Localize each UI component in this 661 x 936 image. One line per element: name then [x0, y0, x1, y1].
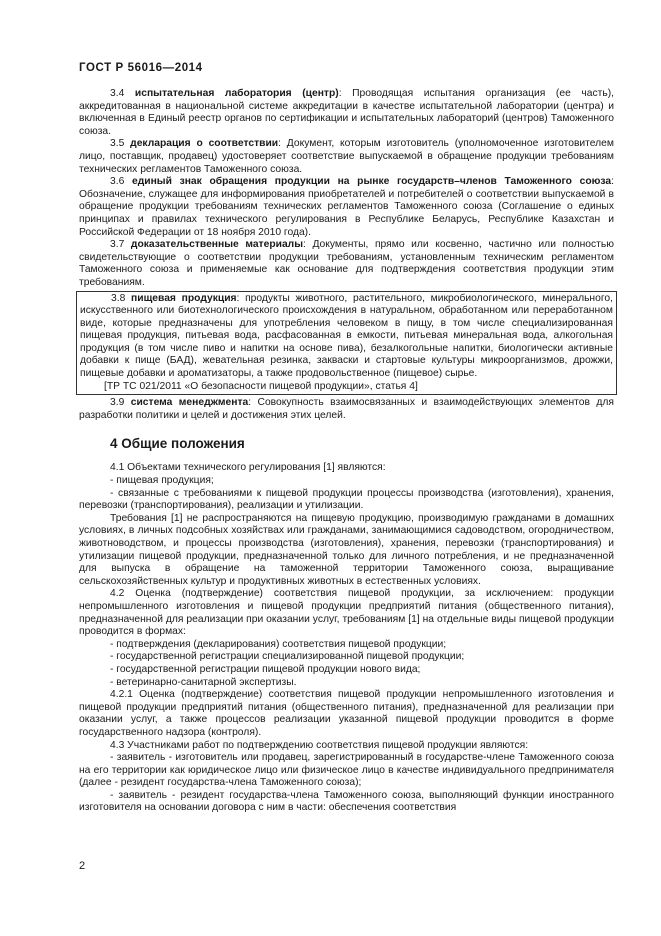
- section-paragraph: - заявитель - резидент государства-члена Таможенного союза, выполняющий функции иностранного изготовителя на основании договора с ним в части: обеспечения соответствия: [79, 789, 614, 814]
- term-3-9: [79, 397, 614, 422]
- term-3-6: [79, 176, 614, 239]
- term-number: 3.4: [110, 88, 125, 99]
- section-paragraph: 4.2 Оценка (подтверждение) соответствия пищевой продукции, за исключением: продукции непромышленного изготовления и пищевой продукции предприятий питания (общественного питания), предназначенной для реализации при оказании услуг, требованиям [1] на отдельные виды пищевой продукции проводится в формах:: [79, 588, 614, 638]
- term-number: 3.9: [110, 397, 125, 409]
- section-paragraph: 4.2.1 Оценка (подтверждение) соответствия пищевой продукции непромышленного изготовления и пищевой продукции предприятий питания (общественного питания), предназначенной для реализации при оказании услуг, а также процессов реализации указанной пищевой продукции проводится в форме государственного надзора (контроля).: [79, 689, 614, 738]
- term-number: 3.8: [111, 292, 126, 304]
- term-definition: : Документ, которым изготовитель (уполномоченное изготовителем лицо, поставщик, продавец) удостоверяет соответствие выпускаемой в обращение продукции требованиям технических регламентов Таможенного союза.: [79, 138, 614, 175]
- term-name: декларация о соответствии: [130, 138, 279, 150]
- section-paragraph: 4.1 Объектами технического регулирования [1] являются:: [110, 462, 386, 474]
- term-definition: : Документы, прямо или косвенно, частично или полностью свидетельствующие о соответствии продукции требованиям, установленным техническим регламентом Таможенного союза и применяемые как основание для подтверждения соответствия продукции этим требованиям.: [79, 239, 614, 288]
- term-name: система менеджмента: [130, 397, 249, 409]
- document-header: ГОСТ Р 56016—2014: [79, 62, 203, 74]
- section-paragraph: 4.3 Участниками работ по подтверждению соответствия пищевой продукции являются:: [110, 739, 529, 751]
- section-paragraph: - государственной регистрации пищевой продукции нового вида;: [110, 663, 421, 675]
- term-definition: : Совокупность взаимосвязанных и взаимодействующих элементов для разработки политики и целей и достижения этих целей.: [79, 397, 614, 421]
- term-name: доказательственные материалы: [130, 239, 303, 251]
- page-number: 2: [79, 860, 86, 872]
- boxed-term-3-8: [76, 291, 617, 396]
- term-number: 3.7: [110, 239, 125, 251]
- term-definition: : Обозначение, служащее для информирования приобретателей и потребителей о соответствии выпускаемой в обращение продукции требованиям технических регламентов Таможенного союза (Соглашение о единых принципах и правилах технического регулирования в Республике Беларусь, Республике Казахстан и Российской Федерации от 18 ноября 2010 года).: [79, 176, 614, 238]
- section-paragraph: - ветеринарно-санитарной экспертизы.: [110, 676, 297, 688]
- term-name: пищевая продукция: [131, 292, 237, 304]
- term-number: 3.6: [110, 176, 125, 188]
- section-paragraph: - подтверждения (декларирования) соответствия пищевой продукции;: [110, 638, 447, 650]
- term-name: единый знак обращения продукции на рынке государств–членов Таможенного союза: [131, 176, 612, 188]
- term-3-5: [79, 138, 614, 176]
- term-number: 3.5: [110, 138, 125, 150]
- section-paragraph: - связанные с требованиями к пищевой продукции процессы производства (изготовления), хранения, перевозки (транспортирования), реализации и утилизации.: [79, 487, 614, 512]
- section-paragraph: - заявитель - изготовитель или продавец, зарегистрированный в государстве-члене Таможенного союза на его территории как юридическое лицо или физическое лицо в качестве индивидуального предпринимателя (далее - резидент государства-члена Таможенного союза);: [79, 752, 614, 789]
- term-3-8: [80, 293, 613, 381]
- term-reference: [ТР ТС 021/2011 «О безопасности пищевой продукции», статья 4]: [104, 380, 418, 392]
- section-paragraph: - государственной регистрации специализированной пищевой продукции;: [110, 651, 465, 663]
- term-3-7: [79, 239, 614, 289]
- section-paragraph: - пищевая продукция;: [110, 475, 214, 487]
- term-name: испытательная лаборатория (центр): [134, 88, 339, 99]
- section-paragraph: Требования [1] не распространяются на пищевую продукцию, производимую гражданами в домашних условиях, в личных подсобных хозяйствах или гражданами, занимающимися садоводством, огородничеством, животноводством, и процессы производства (изготовления), хранения, перевозки (транспортирования) и утилизации пищевой продукции, предназначенной только для личного потребления, и не предназначенной для выпуска в обращение на таможенной территории Таможенного союза, выращивание сельскохозяйственных культур и продуктивных животных в естественных условиях.: [79, 512, 614, 587]
- document-body: [79, 88, 614, 815]
- term-3-4: [79, 88, 614, 138]
- term-definition: : Проводящая испытания организация (ее часть), аккредитованная в национальной системе аккредитации в качестве испытательной лаборатории (центра) и включенная в Единый реестр органов по сертификации и испытательных лабораторий (центров) Таможенного союза.: [79, 88, 614, 137]
- section-title: 4 Общие положения: [110, 436, 245, 452]
- term-definition: : продукты животного, растительного, микробиологического, минерального, искусственного или биотехнологического происхождения в натуральном, обработанном или переработанном виде, которые предназначены для употребления человеком в пищу, в том числе специализированная пищевая продукция, питьевая вода, расфасованная в емкости, питьевая минеральная вода, алкогольная продукция (в том числе пиво и напитки на основе пива), безалкогольные напитки, биологически активные добавки к пище (БАД), жевательная резинка, закваски и стартовые культуры микроорганизмов, дрожжи, пищевые добавки и ароматизаторы, а также продовольственное (пищевое) сырье.: [80, 292, 613, 380]
